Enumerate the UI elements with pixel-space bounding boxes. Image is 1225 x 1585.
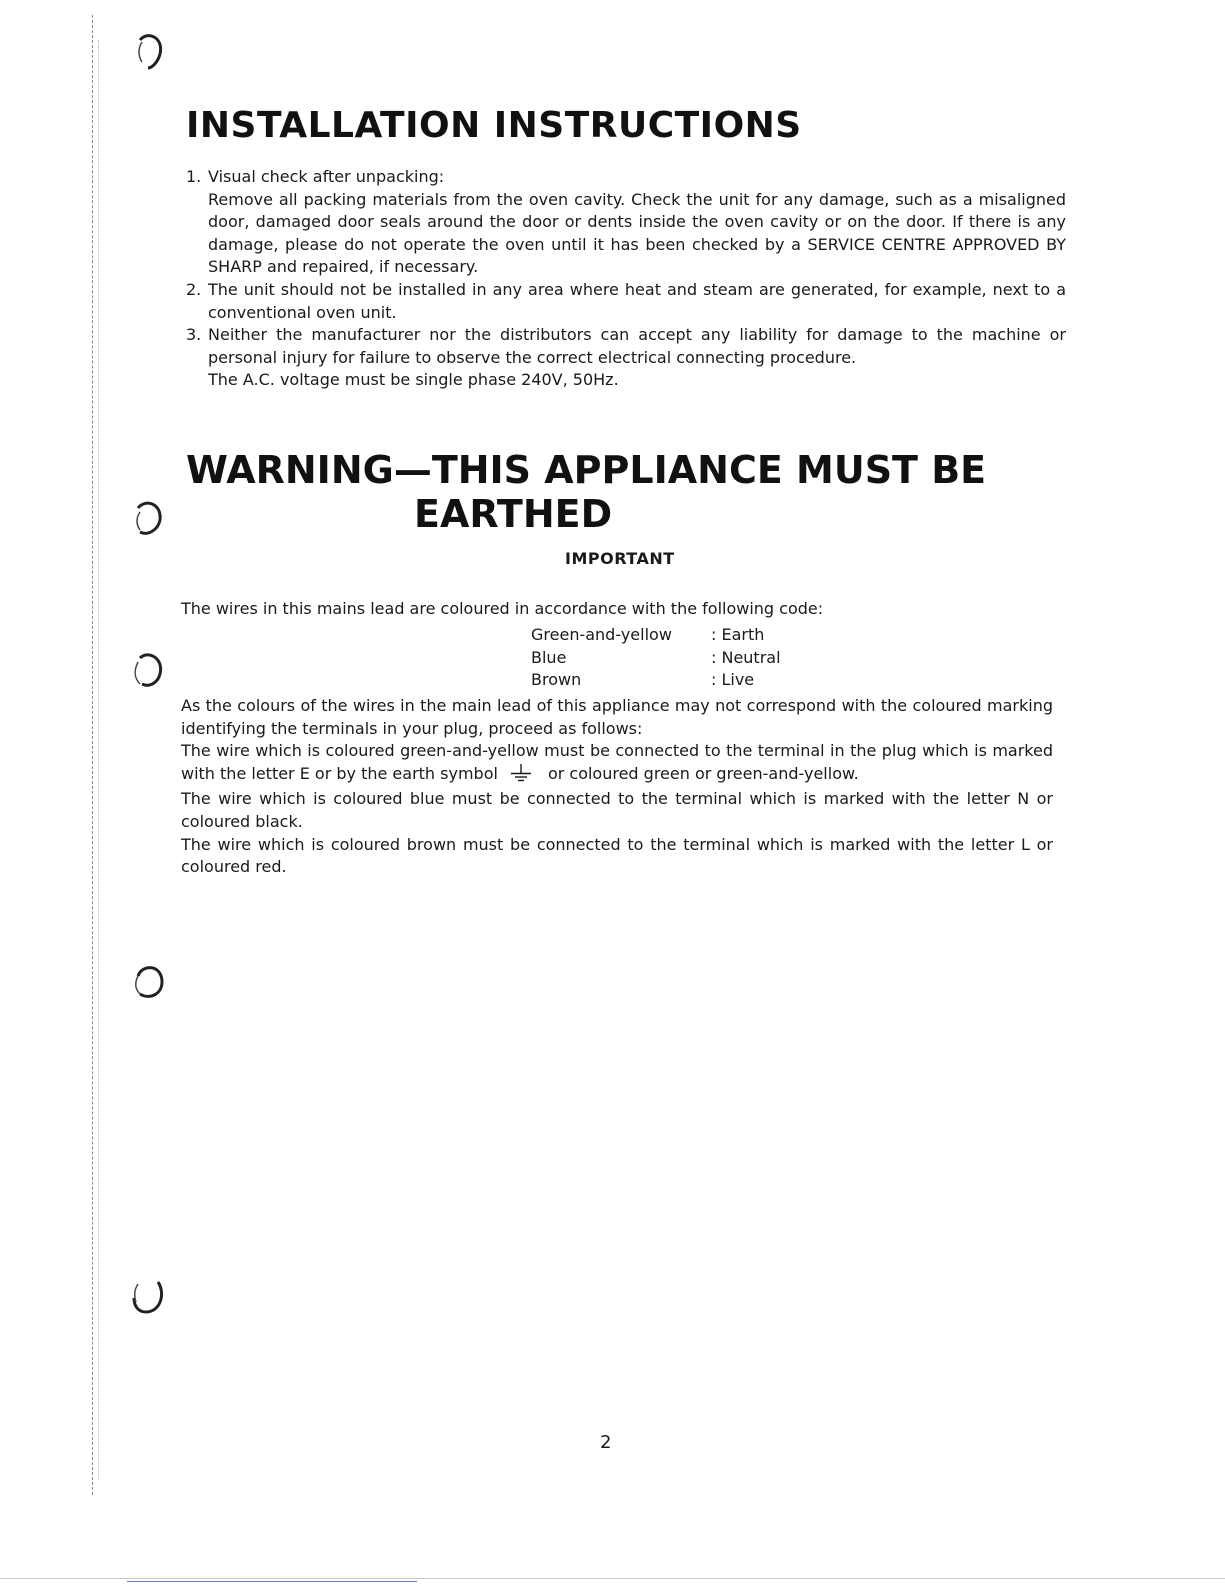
scan-edge-line xyxy=(0,1578,1225,1579)
wire-meaning: : Neutral xyxy=(711,647,781,667)
warning-line-1: WARNING—THIS APPLIANCE MUST BE xyxy=(186,448,987,492)
warning-line-2: EARTHED xyxy=(414,492,613,536)
paragraph-earth-a: The wire which is coloured green-and-yellow must be connected to the terminal in the plug which is marked with the letter E or by the earth symbol xyxy=(181,741,1053,783)
item-text: Remove all packing materials from the oven cavity. Check the unit for any damage, such as a misaligned door, damaged door seals around the door or dents inside the oven cavity or on the door. If there is any damage, please do not operate the oven until it has been checked by a SERVICE CENTRE APPROVED BY SHARP and repaired, if necessary. xyxy=(208,189,1066,277)
item-extra: The A.C. voltage must be single phase 240V, 50Hz. xyxy=(208,370,619,390)
wire-meaning: : Live xyxy=(711,670,755,690)
wire-colour: Blue xyxy=(531,647,567,667)
punch-hole-icon xyxy=(130,498,166,538)
list-number: 1. xyxy=(186,167,202,186)
list-number: 2. xyxy=(186,279,202,299)
instruction-list xyxy=(186,166,1066,392)
punch-hole-icon xyxy=(130,32,166,72)
paragraph: The wire which is coloured blue must be connected to the terminal which is marked with the letter N or coloured black. xyxy=(181,789,1053,831)
wire-code-row xyxy=(531,624,831,647)
important-label: IMPORTANT xyxy=(565,549,675,568)
paragraph-earth-b: or coloured green or green-and-yellow. xyxy=(547,763,859,783)
punch-hole-icon xyxy=(130,650,166,690)
item-text: The unit should not be installed in any area where heat and steam are generated, for example, next to a conventional oven unit. xyxy=(208,279,1066,322)
binding-edge-line xyxy=(92,15,93,1495)
binding-edge-line xyxy=(98,40,99,1480)
list-number: 3. xyxy=(186,325,202,345)
punch-hole-icon xyxy=(130,962,166,1002)
page-number: 2 xyxy=(600,1432,612,1453)
earth-symbol-icon xyxy=(510,764,532,789)
item-heading: Visual check after unpacking: xyxy=(208,167,445,186)
list-item xyxy=(186,279,1066,324)
warning-heading xyxy=(186,448,1086,536)
list-item xyxy=(186,324,1066,392)
wire-code-table xyxy=(531,624,831,692)
list-item xyxy=(186,166,1066,279)
wiring-instructions xyxy=(181,695,1053,879)
wire-code-row xyxy=(531,669,831,692)
paragraph: The wire which is coloured brown must be connected to the terminal which is marked with the letter L or coloured red. xyxy=(181,834,1053,877)
item-text: Neither the manufacturer nor the distributors can accept any liability for damage to the machine or personal injury for failure to observe the correct electrical connecting procedure. xyxy=(208,325,1066,367)
paragraph: As the colours of the wires in the main lead of this appliance may not correspond with the coloured marking identifying the terminals in your plug, proceed as follows: xyxy=(181,696,1053,738)
wire-colour: Green-and-yellow xyxy=(531,625,672,644)
page-title: INSTALLATION INSTRUCTIONS xyxy=(186,105,802,146)
wire-meaning: : Earth xyxy=(711,625,765,644)
wire-colour: Brown xyxy=(531,670,582,690)
punch-hole-icon xyxy=(130,1276,166,1316)
scan-edge-line xyxy=(127,1581,417,1582)
intro-text: The wires in this mains lead are coloured in accordance with the following code: xyxy=(181,599,824,618)
wire-code-row xyxy=(531,647,831,670)
paragraph-earth xyxy=(181,740,1053,788)
